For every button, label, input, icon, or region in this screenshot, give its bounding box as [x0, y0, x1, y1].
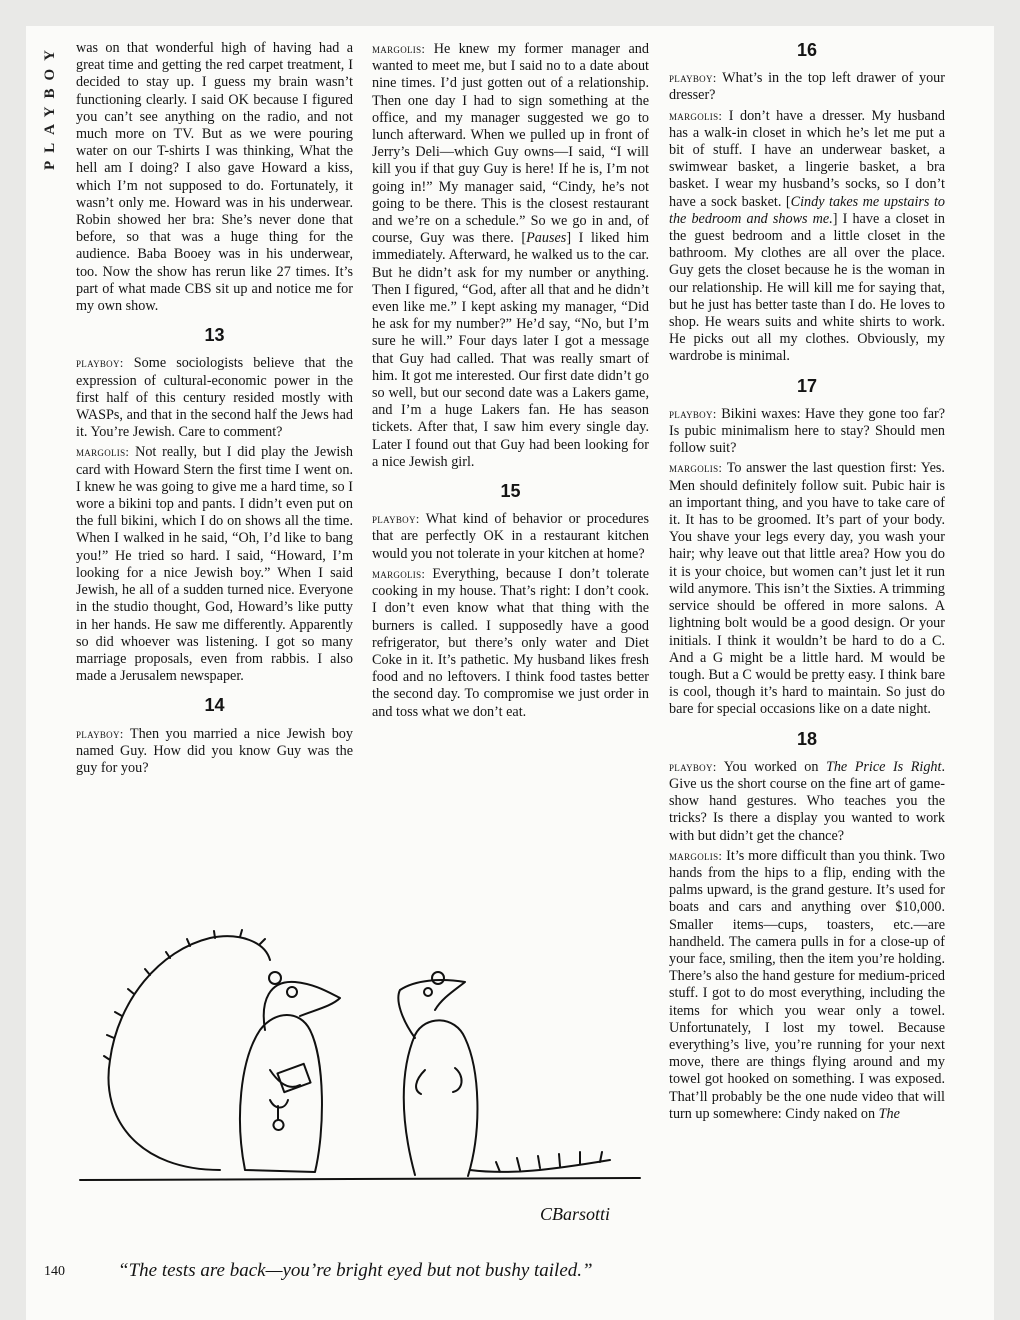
question-text: Some sociologists believe that the expression of cultural-economic power in the first half of this century resided mostly with WASPs, and that in the second half the Jews had it. You’re Jewish. Care to comment?: [76, 355, 354, 441]
speaker-label: playboy:: [372, 511, 420, 527]
scientist-ear: [269, 972, 281, 984]
scientist-eye: [287, 987, 297, 997]
answer-text: He knew my former manager and wanted to meet me, but I said no to a date about nine times. I’d just gotten out of a relationship. Then one day I had to sign something at the office, and my manager suggested we go to lunch afterward. When we pulled up in front of Jerry’s Deli—which Guy owns—I said, “I will kill you if that guy Guy is here! If he is, I’m not going in!” My manager said, “Cindy, he’s not going to be there. This is the closest restaurant and we’re on a schedule.” So we go in and, of course, Guy was there. [: [372, 41, 649, 247]
magazine-spine-label: PLAYBOY: [42, 42, 58, 170]
speaker-label: margolis:: [669, 107, 723, 123]
question-number-14: 14: [204, 695, 225, 716]
answer-text: ] I liked him immediately. Afterward, he walked us to the car. But he didn’t ask for my number or anything. Then I figured, “God, after all that and he didn’t even like me.” I kept asking my manager, “Did he ask for my number?” He’d say, “No, but I’m sure he will.” Four days later I got a message that Guy had called. That was really smart of him. It got me interested. Our first date didn’t go so well, but our second date was a Lakers game, and I’m a huge Lakers fan. He has season tickets. After that, I saw him every single day. Later I found out that Guy had been looking for a nice Jewish girl.: [372, 230, 650, 470]
speaker-label: playboy:: [669, 70, 717, 86]
text-column-1: [76, 40, 353, 779]
question-number-15: 15: [500, 481, 521, 502]
bushy-tail: [104, 930, 270, 1170]
question-18: [669, 758, 945, 845]
question-14: [76, 725, 353, 778]
ground-line: [80, 1178, 640, 1180]
speaker-label: margolis:: [76, 444, 130, 460]
speaker-label: margolis:: [669, 847, 723, 863]
clipboard: [277, 1064, 310, 1092]
patient-ear: [432, 972, 444, 984]
question-17: [669, 405, 945, 458]
speaker-label: playboy:: [76, 725, 124, 741]
answer-text: Not really, but I did play the Jewish card with Howard Stern the first time I went on. I knew he was going to give me a hard time, so I wore a bikini top and pants. I didn’t even put on the full bikini, which I do on shows all the time. When I walked in he said, “Oh, I’d like to bang you!” He tried so hard. I said, “Howard, I’m looking for a nice Jewish boy.” When I said Jewish, he all of a sudden turned nice. Everyone in the studio thought, God, Howard’s like putty in her hands. He saw me differently. Apparently so did whoever was listening. I got so many marriage proposals, even from rabbis. I also made a Jerusalem newspaper.: [76, 444, 353, 685]
speaker-label: playboy:: [669, 758, 717, 774]
question-text: Bikini waxes: Have they gone too far? Is pubic minimalism here to stay? Should men follow suit?: [669, 405, 946, 457]
answer-16: [669, 107, 945, 366]
speaker-label: margolis:: [372, 41, 426, 56]
speaker-label: margolis:: [669, 460, 723, 476]
show-title: The Price Is Right: [825, 758, 942, 775]
thin-tail: [470, 1152, 610, 1172]
answer-14: [372, 40, 649, 471]
answer-text: To answer the last question first: Yes. Men should definitely follow suit. Pubic hair is an important thing, and you have to take care of it. It has to be groomed. It’s part of your body. You shave your legs every day, you wash your hair; why leave out that little area? How you do it is your choice, but women can’t just let it run wild anymore. This isn’t the Sixties. A trimming service should be offered in more salons. A lightning bolt would be a good design. Or your initials. I think it wouldn’t be hard to do a C. And a G might be a little hard. M would be tough. But a C would be pretty easy. I think bare is cool, though it’s hard to maintain. So just do bare for special occasions like on a date night.: [669, 460, 945, 718]
question-number-17: 17: [796, 375, 818, 396]
patient-body: [404, 1020, 478, 1176]
stage-direction: Pauses: [526, 230, 567, 247]
cartoon-illustration: [70, 920, 660, 1250]
question-text: Then you married a nice Jewish boy named Guy. How did you know Guy was the guy for you?: [76, 725, 353, 776]
question-13: [76, 354, 353, 441]
question-text: You worked on: [723, 758, 826, 775]
cartoonist-signature: CBarsotti: [540, 1204, 611, 1224]
answer-18: [669, 847, 945, 1123]
answer-text: ] I have a closet in the guest bedroom and a little closet in the bathroom. My clothes are all over the place. Guy gets the closet because he is the woman in our relationship. He will kill me for saying that, but he just has better taste than I do. He loves to shop. He wears suits and white shirts to work. He picks out all my clothes. Obviously, my wardrobe is minimal.: [669, 210, 946, 365]
patient-eye: [424, 988, 432, 996]
question-number-16: 16: [796, 40, 818, 60]
answer-text: It’s more difficult than you think. Two hands from the hips to a flip, ending with the palms upward, is the grand gesture. It’s used for boats and cars and anything over $10,000. Smaller items—cups, toasters, etc.—are handheld. The camera pulls in for a close-up of your face, smiling, then the item you’re holding. There’s also the hand gesture for medium-priced stuff. I got to do most everything, including the items for which you wear only a towel. Unfortunately, I lost my towel. Because everything’s live, you’re running for your next move, there are things flying around and my towel got hooked on something. I was exposed. That’ll probably be the one nude video that will turn up somewhere: Cindy naked on: [669, 847, 945, 1122]
question-text: . Give us the short course on the fine art of game-show hand gestures. Who teaches you the tricks? Is there a display you wanted to work with but didn’t get the chance?: [669, 758, 945, 844]
question-text: What’s in the top left drawer of your dresser?: [669, 70, 945, 104]
text-column-2: [372, 40, 649, 723]
scientist-arm: [270, 1070, 300, 1087]
text-column-3: [669, 40, 945, 1125]
scientist-body: [240, 1015, 322, 1172]
answer-text: I don’t have a dresser. My husband has a walk-in closet in which he’s let me put a bit of stuff. I have an underwear basket, a swimwear basket, a lingerie basket, a bra basket. I wear my husband’s socks, so I don’t have a sock basket. [: [669, 107, 946, 210]
answer-17: [669, 459, 945, 718]
question-text: What kind of behavior or procedures that are perfectly OK in a restaurant kitchen would you not tolerate in your kitchen at home?: [372, 511, 649, 562]
answer-text: Everything, because I don’t tolerate cooking in my house. That’s right: I don’t cook. I don’t even know what that thing with the burners is called. I supposedly have a good refrigerator, but there’s only water and Diet Coke in it. It’s pathetic. My husband likes fresh food and no leftovers. I think food tastes better the second day. To compromise we just order in and toss what we don’t eat.: [372, 565, 649, 720]
stage-direction: Cindy takes me upstairs to the bedroom and shows me.: [669, 193, 945, 227]
answer-15: [372, 565, 649, 721]
answer-13: [76, 443, 353, 685]
question-number-18: 18: [796, 728, 818, 749]
question-number-13: 13: [204, 325, 225, 346]
patient-arms: [416, 1068, 462, 1094]
speaker-label: playboy:: [669, 405, 717, 421]
page-number: 140: [44, 1264, 65, 1279]
cartoon-caption: “The tests are back—you’re bright eyed but not bushy tailed.”: [118, 1260, 593, 1281]
paragraph: was on that wonderful high of having had a great time and getting the red carpet treatment, I decided to stay up. I guess my brain wasn’t functioning clearly. I said OK because I figured you can’t see anything on the radio, and not much more on TV. But as we were pouring water on our T-shirts I was thinking, What the hell am I doing? I also gave Howard a kiss, which I’m not supposed to do. Fortunately, it wasn’t only me. Howard was in his underwear. Robin showed her bra: She’s never done that before, so that was a huge thing for the audience. Baba Booey was in his underwear, too. Now the show has rerun like 27 times. It’s part of what made CBS sit up and notice me for my own show.: [76, 40, 353, 315]
scientist-head: [264, 982, 340, 1030]
show-title: The: [878, 1105, 900, 1122]
question-16: [669, 69, 945, 104]
speaker-label: margolis:: [372, 565, 426, 581]
question-15: [372, 510, 649, 563]
speaker-label: playboy:: [76, 355, 124, 371]
stethoscope: [270, 1100, 288, 1130]
